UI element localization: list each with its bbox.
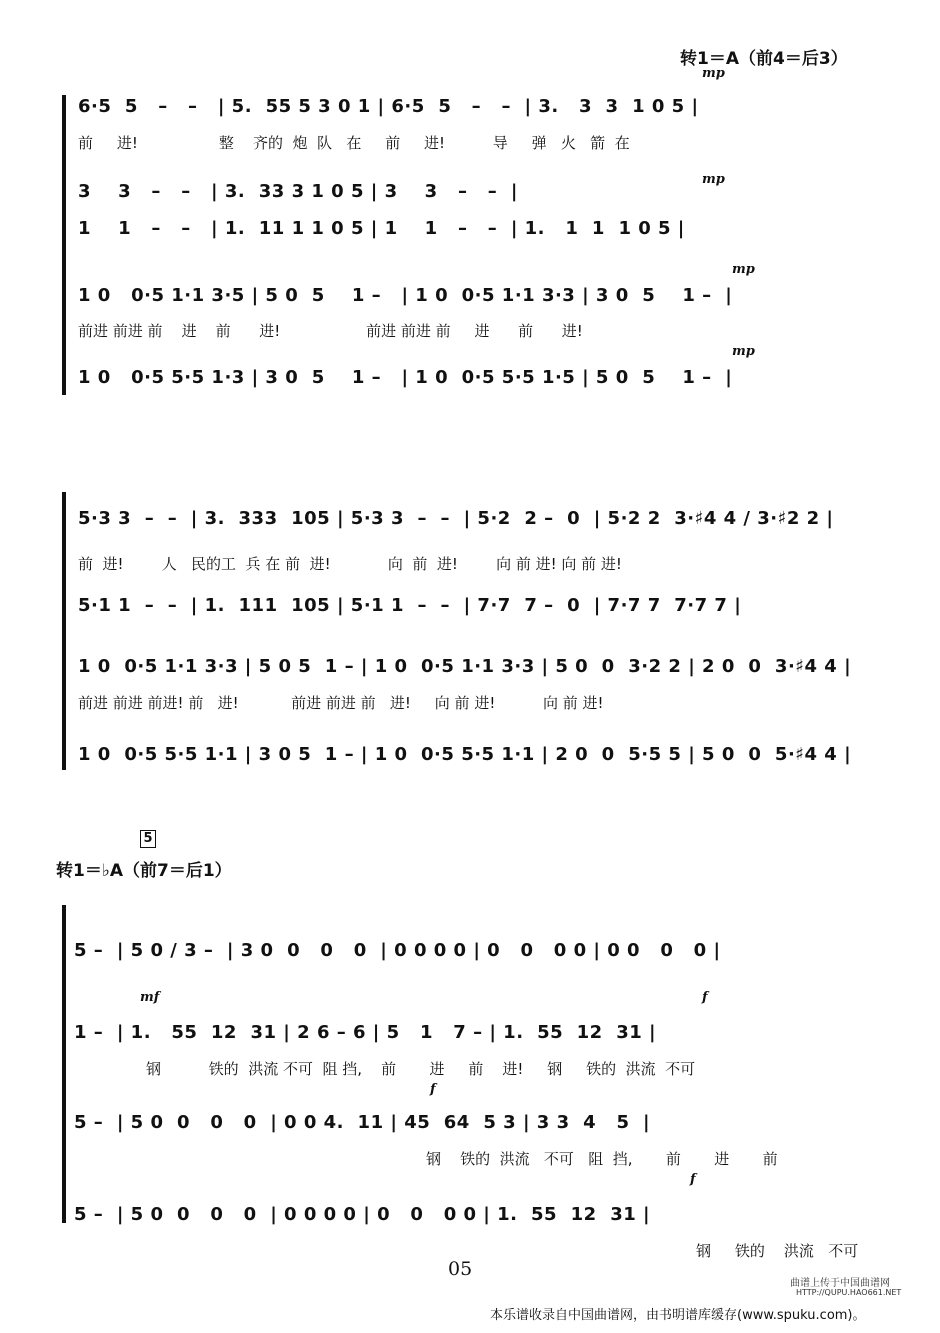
staff3-notes: 1 1 – – | 1. 11 1 1 0 5 | 1 1 – – | 1. 1 1 1 0 5 | [78,218,685,239]
staff1-notes: 5·3 3 – – | 3. 333 105 | 5·3 3 – – | 5·2 2 – 0 | 5·2 2 3·♯4 4 / 3·♯2 2 | [78,508,834,529]
staff4-lyric: 前进 前进 前 进 前 进! 前进 前进 前 进 前 进! [78,322,583,340]
key-change-label: 转1＝A（前4＝后3） [680,49,848,69]
dynamic-mp: mp [702,66,725,81]
staff1-notes: 6·5 5 – – | 5. 55 5 3 0 1 | 6·5 5 – – | 3. 3 3 1 0 5 | [78,96,699,117]
dynamic-mp: mp [732,344,755,359]
rehearsal-mark: 5 [140,830,156,848]
watermark-url: HTTP://QUPU.HAO661.NET [796,1288,902,1297]
staff4-lyric: 钢 铁的 洪流 不可 [696,1242,859,1260]
dynamic-f: f [702,990,708,1005]
key-change-label: 转1＝♭A（前7＝后1） [56,861,232,881]
system-bracket [62,95,66,395]
staff2-notes: 3 3 – – | 3. 33 3 1 0 5 | 3 3 – – | [78,181,518,202]
dynamic-mp: mp [732,262,755,277]
staff4-notes: 1 0 0·5 5·5 1·1 | 3 0 5 1 – | 1 0 0·5 5·5 1·1 | 2 0 0 5·5 5 | 5 0 0 5·♯4 4 | [78,744,852,765]
staff3-lyric: 钢 铁的 洪流 不可 阻 挡, 前 进 前 [426,1150,778,1168]
staff3-notes: 1 0 0·5 1·1 3·3 | 5 0 5 1 – | 1 0 0·5 1·1 3·3 | 5 0 0 3·2 2 | 2 0 0 3·♯4 4 | [78,656,852,677]
system-bracket [62,905,66,1223]
dynamic-f: f [690,1172,696,1187]
dynamic-f: f [430,1082,436,1097]
staff3-notes: 5 – | 5 0 0 0 0 | 0 0 4. 11 | 45 64 5 3 | 3 3 4 5 | [74,1112,651,1133]
system-bracket [62,492,66,770]
page-number: 05 [448,1258,473,1280]
watermark: 曲谱上传于中国曲谱网 [790,1278,890,1289]
staff1-lyric: 前 进! 人 民的工 兵 在 前 进! 向 前 进! 向 前 进! 向 前 进! [78,555,622,573]
staff1-notes: 5 – | 5 0 / 3 – | 3 0 0 0 0 | 0 0 0 0 | 0 0 0 0 | 0 0 0 0 | [74,940,721,961]
staff2-lyric: 钢 铁的 洪流 不可 阻 挡, 前 进 前 进! 钢 铁的 洪流 不可 [146,1060,696,1078]
staff4-notes: 1 0 0·5 1·1 3·5 | 5 0 5 1 – | 1 0 0·5 1·1 3·3 | 3 0 5 1 – | [78,285,733,306]
staff3-lyric: 前进 前进 前进! 前 进! 前进 前进 前 进! 向 前 进! 向 前 进! [78,694,604,712]
footer-source: 本乐谱收录自中国曲谱网，由书明谱库缓存(www.spuku.com)。 [490,1308,866,1323]
dynamic-mf: mf [140,990,160,1005]
staff2-notes: 1 – | 1. 55 12 31 | 2 6 – 6 | 5 1 7 – | 1. 55 12 31 | [74,1022,657,1043]
staff4-notes: 5 – | 5 0 0 0 0 | 0 0 0 0 | 0 0 0 0 | 1. 55 12 31 | [74,1204,651,1225]
staff5-notes: 1 0 0·5 5·5 1·3 | 3 0 5 1 – | 1 0 0·5 5·5 1·5 | 5 0 5 1 – | [78,367,733,388]
dynamic-mp: mp [702,172,725,187]
staff1-lyric: 前 进! 整 齐的 炮 队 在 前 进! 导 弹 火 箭 在 [78,134,630,152]
staff2-notes: 5·1 1 – – | 1. 111 105 | 5·1 1 – – | 7·7 7 – 0 | 7·7 7 7·7 7 | [78,595,742,616]
